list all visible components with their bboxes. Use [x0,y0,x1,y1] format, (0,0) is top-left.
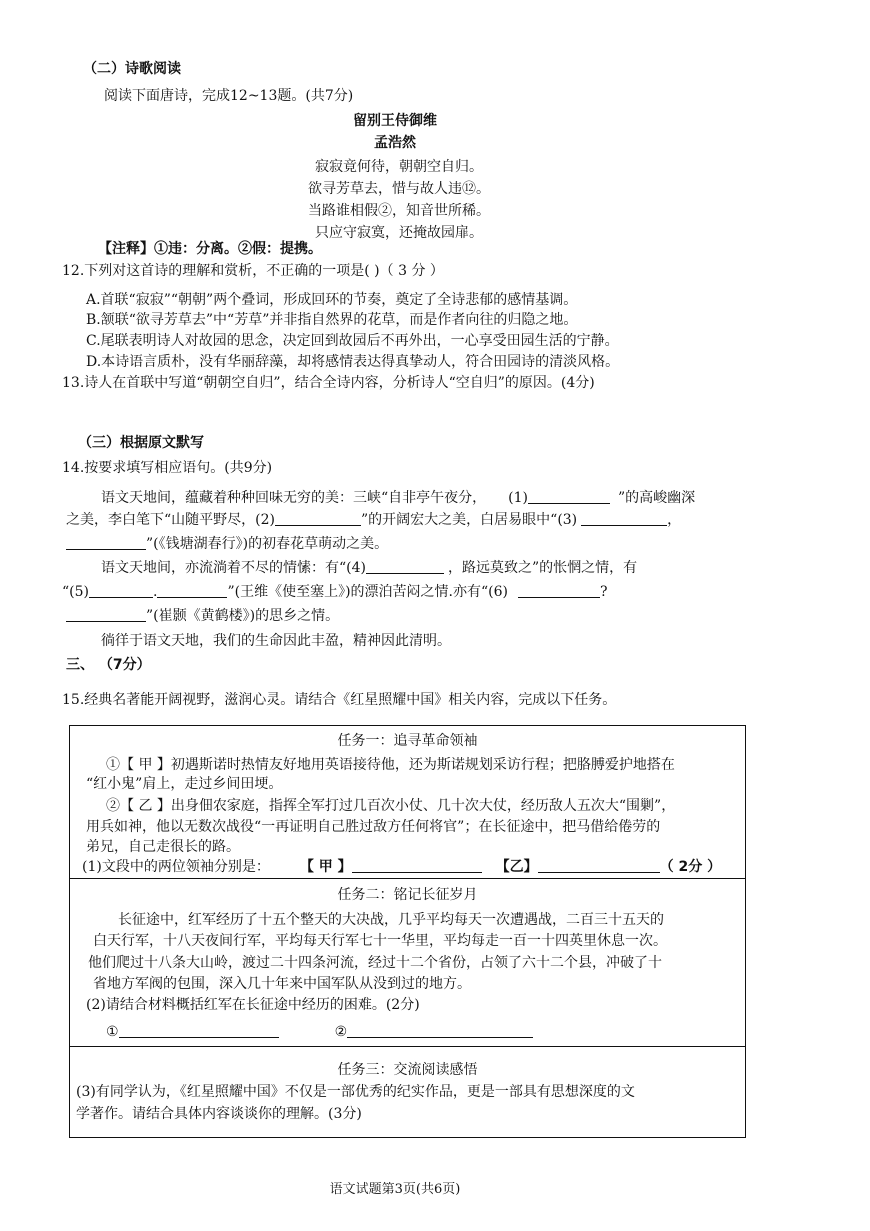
blank-5a[interactable] [89,583,153,598]
blank-1[interactable] [528,489,610,504]
task-1-title: 任务一：追寻革命领袖 [337,733,478,749]
answer-difficulty-1[interactable] [119,1023,279,1038]
task-1-text: 弟兄，自己走很长的路。 [86,839,240,855]
question-15: 15.经典名著能开阔视野，滋润心灵。请结合《红星照耀中国》相关内容，完成以下任务。 [62,692,617,708]
task-1-text: ①【 甲 】初遇斯诺时热情友好地用英语接待他，还为斯诺规划采访行程；把胳膊爱护地搭在 [106,757,675,773]
question-12: 12.下列对这首诗的理解和赏析，不正确的一项是( )（ 3 分 ） [62,263,444,279]
section-heading-dictation: （三）根据原文默写 [78,435,204,451]
task-2-text: 省地方军阀的包围，深入几十年来中国军队从没到过的地方。 [93,976,471,992]
task-2-text: 白天行军，十八天夜间行军，平均每天行军七十一华里，平均每走一百一十四英里休息一次。 [93,933,667,949]
dictation-closing: 徜徉于语文天地，我们的生命因此丰盈，精神因此清明。 [101,633,451,649]
task-3-question: 学著作。请结合具体内容谈谈你的理解。(3分) [76,1106,362,1122]
poem-note: 【注释】①违：分离。②假：提携。 [98,241,322,257]
blank-6b[interactable] [66,607,146,622]
poem-line: 寂寂竟何待，朝朝空自归。 [315,159,483,175]
task-divider [69,878,746,879]
task-3-title: 任务三：交流阅读感悟 [337,1062,478,1078]
poem-line: 当路谁相假②，知音世所稀。 [308,203,490,219]
answer-yi[interactable] [538,858,660,873]
dictation-line: ”(《钱塘湖春行》)的初春花草萌动之美。 [66,535,388,553]
section-heading-poetry: （二）诗歌阅读 [83,61,181,77]
part-3-heading: 三、 （7分） [66,657,151,673]
poetry-intro: 阅读下面唐诗，完成12~13题。(共7分) [104,88,354,104]
task-2-question: (2)请结合材料概括红军在长征途中经历的困难。(2分) [86,997,420,1013]
poem-title: 留别王侍御维 [353,113,437,129]
answer-jia[interactable] [352,858,482,873]
page-footer: 语文试题第3页(共6页) [329,1182,461,1197]
dictation-line: “(5) . ”(王维《使至塞上》)的漂泊苦闷之情.亦有“(6) ? [62,584,608,600]
blank-6a[interactable] [518,583,600,598]
blank-3[interactable] [581,511,667,526]
task-divider [69,1046,746,1047]
task-2-title: 任务二：铭记长征岁月 [337,887,478,903]
poem-line: 只应守寂寞，还掩故园扉。 [315,225,483,241]
blank-2[interactable] [275,511,361,526]
dictation-line: 语文天地间，亦流淌着不尽的情愫：有“(4) ，路远莫致之”的怅惘之情，有 [101,560,638,576]
question-13: 13.诗人在首联中写道“朝朝空自归”，结合全诗内容，分析诗人“空自归”的原因。(4分) [62,375,595,391]
blank-4[interactable] [366,559,444,574]
task-1-question: (1)文段中的两位领袖分别是： 【 甲 】 【乙】 （ 2分 ） [82,859,722,875]
q12-option-b: B.颔联“欲寻芳草去”中“芳草”并非指自然界的花草，而是作者向往的归隐之地。 [86,312,578,328]
task-1-text: ②【 乙 】出身佃农家庭，指挥全军打过几百次小仗、几十次大仗，经历敌人五次大“围剿”， [106,798,676,814]
dictation-line: 之美，李白笔下“山随平野尽，(2) ”的开阔宏大之美，白居易眼中“(3) ， [66,512,682,528]
q12-option-c: C.尾联表明诗人对故园的思念，决定回到故园后不再外出，一心享受田园生活的宁静。 [86,333,619,349]
poem-author: 孟浩然 [374,135,416,151]
task-3-question: (3)有同学认为，《红星照耀中国》不仅是一部优秀的纪实作品，更是一部具有思想深度的文 [76,1084,635,1100]
task-2-answers: ① ② [106,1023,533,1041]
task-2-text: 长征途中，红军经历了十五个整天的大决战，几乎平均每天一次遭遇战，二百三十五天的 [118,912,664,928]
blank-3b[interactable] [66,535,146,550]
task-2-text: 他们爬过十八条大山岭，渡过二十四条河流，经过十二个省份，占领了六十二个县，冲破了十 [88,955,662,971]
poem-line: 欲寻芳草去，惜与故人违⑫。 [308,181,490,197]
task-1-text: “红小鬼”肩上，走过乡间田埂。 [86,776,283,792]
blank-5b[interactable] [157,583,227,598]
q12-option-a: A.首联“寂寂”“朝朝”两个叠词，形成回环的节奏，奠定了全诗悲郁的感情基调。 [86,292,578,308]
dictation-line: ”(崔颢《黄鹤楼》)的思乡之情。 [66,607,339,625]
answer-difficulty-2[interactable] [347,1023,533,1038]
task-1-text: 用兵如神，他以无数次战役“一再证明自己胜过敌方任何将官”；在长征途中，把马借给倦劳的 [86,819,661,835]
question-14: 14.按要求填写相应语句。(共9分) [62,460,273,476]
q12-option-d: D.本诗语言质朴，没有华丽辞藻，却将感情表达得真挚动人，符合田园诗的清淡风格。 [86,354,620,370]
dictation-line: 语文天地间，蕴藏着种种回味无穷的美：三峡“自非亭午夜分， (1) ”的高峻幽深 [101,490,696,506]
